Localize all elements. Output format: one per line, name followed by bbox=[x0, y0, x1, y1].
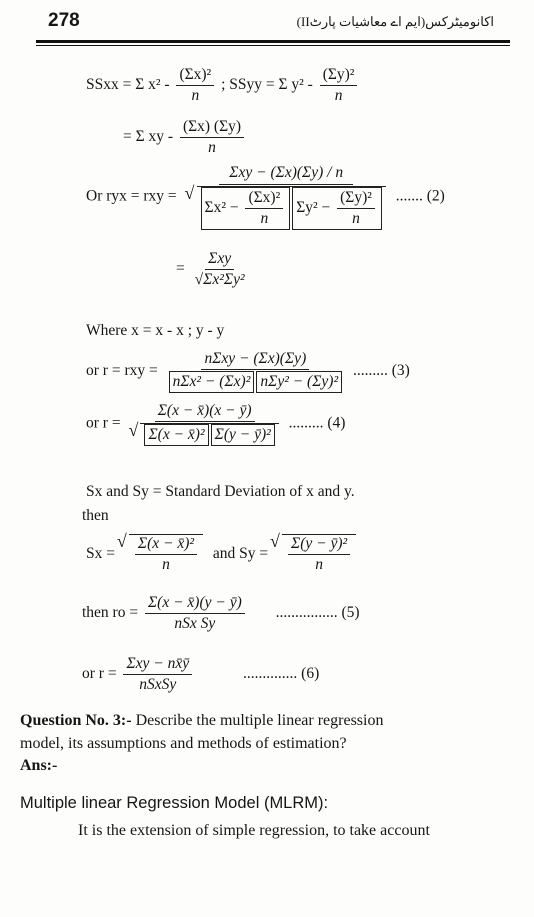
sd-definition: Sx and Sy = Standard Deviation of x and y. bbox=[86, 483, 355, 500]
equation-4: or r = Σ(x − x̄)(x − ȳ) √ Σ(x − x̄)² Σ(y − ȳ)² ......... (4) bbox=[86, 402, 345, 446]
then-label: then bbox=[82, 507, 109, 524]
equation-tag-4: ......... (4) bbox=[288, 414, 346, 432]
eq1-lhs: SSxx = Σ x² - bbox=[86, 76, 170, 94]
where-line: Where x = x - x ; y - y bbox=[86, 322, 225, 339]
equation-sx-sy: Sx = √ $\frac{\text{Σ(x − x̄)²}}{n}$ and Sy = √ $\frac{\text{Σ(y − ȳ)²}}{n}$ bbox=[86, 534, 356, 574]
equation-tag-5: ................ (5) bbox=[275, 604, 360, 622]
eq1-mid: ; SSyy = Σ y² - bbox=[221, 76, 313, 94]
page-number: 278 bbox=[48, 10, 80, 31]
equation-ssxx-ssyy bbox=[86, 66, 360, 105]
running-title: اکانومیٹرکس(ایم اے معاشیات پارٹII) bbox=[296, 14, 494, 29]
equation-tag-6: .............. (6) bbox=[243, 665, 320, 683]
eq1-frac2: $\frac{\text{(Σy)²}}{n}$ bbox=[320, 66, 358, 105]
section-heading: Multiple linear Regression Model (MLRM): bbox=[20, 794, 329, 812]
answer-label: Ans:- bbox=[20, 757, 58, 774]
section-paragraph: It is the extension of simple regression, to take account bbox=[78, 822, 430, 839]
header-rule-thick bbox=[36, 40, 510, 43]
equation-6: or r = $\frac{\text{Σxy − nx̄ȳ}}{\text{nSxSy}}$ .............. (6) bbox=[82, 655, 320, 693]
equation-tag-2: ....... (2) bbox=[395, 187, 445, 205]
equation-5: then ro = $\frac{\Sigma(x - x̄)(y - ȳ)}{\text{nSx Sy}}$ ................ (5) bbox=[82, 594, 360, 632]
header-rule-thin bbox=[36, 45, 510, 46]
question-line-1: Question No. 3:- Describe the multiple linear regression bbox=[20, 712, 384, 729]
question-label: Question No. 3:- bbox=[20, 712, 132, 729]
equation-ssxy: = Σ xy - $\frac{(\Sigma x) (\Sigma y)}{n}$ bbox=[123, 118, 247, 157]
equation-2: Or ryx = rxy = Σxy − (Σx)(Σy) / n √ Σx² − $\frac{\text{(Σx)²}}{n}$ Σy² − $\frac{\text{(Σy)²}}{n}$ ....... (2) bbox=[86, 164, 445, 230]
eq1-frac: $\frac{\text{(Σx)²}}{n}$ bbox=[176, 66, 214, 105]
equation-3: or r = rxy = $\frac{\text{nΣxy − (Σx)(Σy)}}{\text{nΣx² − (Σx)² nΣy² − (Σy)²}}$ ......... (3) bbox=[86, 350, 410, 393]
question-line-2: model, its assumptions and methods of estimation? bbox=[20, 735, 347, 752]
equation-tag-3: ......... (3) bbox=[353, 362, 410, 380]
equation-reduced: = $\frac{\text{Σxy}}{\text{√Σx²Σy²}}$ bbox=[176, 250, 245, 288]
